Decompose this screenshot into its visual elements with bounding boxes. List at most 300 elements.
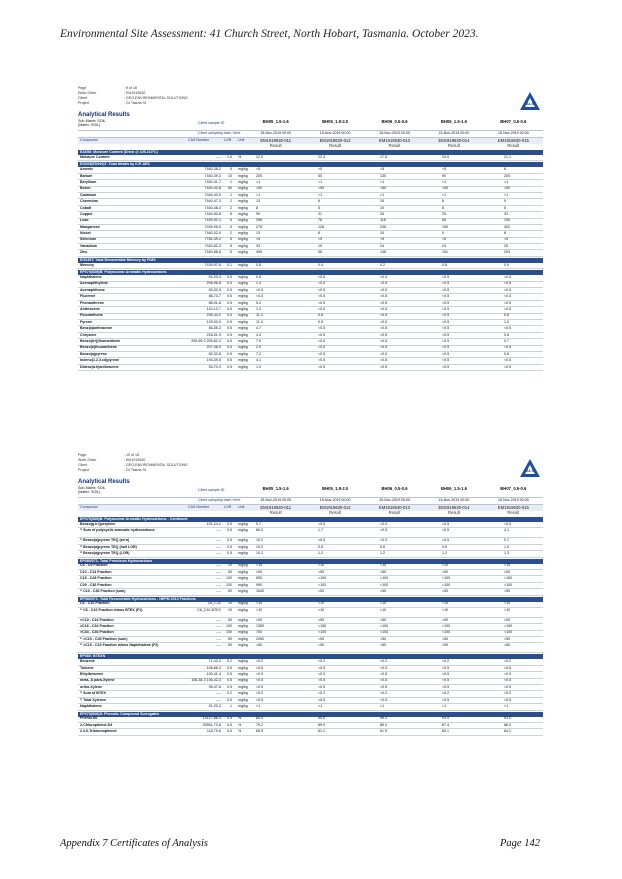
result-value: 33 — [504, 211, 508, 216]
result-value: <0.5 — [380, 364, 388, 369]
result-value: 0.6 — [504, 351, 509, 356]
result-value: <0.5 — [442, 364, 450, 369]
sample-id-row — [78, 120, 543, 130]
result-value: <0.5 — [380, 287, 388, 292]
unit: mg/kg — [238, 173, 248, 178]
result-label-row — [78, 144, 543, 149]
result-value: 159 — [442, 224, 448, 229]
result-value: <0.5 — [504, 307, 512, 311]
cas-number: ---- — [216, 154, 221, 159]
result-value: <0.5 — [380, 338, 388, 343]
result-value: <50 — [318, 588, 325, 593]
result-value: 4.7 — [256, 326, 261, 331]
unit: mg/kg — [238, 617, 248, 622]
result-value: <0.2 — [442, 659, 450, 664]
result-value: 69.3 — [256, 528, 263, 533]
unit: mg/kg — [238, 691, 248, 696]
result-value: <1 — [442, 704, 447, 708]
result-value: 8 — [442, 199, 444, 204]
unit: mg/kg — [238, 544, 248, 549]
section-header: EP075(SIM)S: Phenolic Compound Surrogates — [78, 712, 543, 717]
cas-header: CAS Number — [188, 138, 210, 142]
result-value: <1 — [380, 192, 385, 197]
result-value: 15 — [380, 231, 384, 236]
table-row — [78, 551, 543, 557]
compound-name: C10 - C14 Fraction — [80, 569, 112, 574]
lor-value: 50 — [228, 617, 232, 622]
result-value: <10 — [504, 563, 511, 568]
unit: mg/kg — [238, 313, 248, 318]
result-value: <0.5 — [504, 294, 512, 299]
result-value: <0.5 — [318, 364, 326, 369]
result-value: <0.5 — [318, 345, 326, 350]
cas-number: 7440-48-4 — [204, 205, 221, 210]
result-value: <0.5 — [504, 358, 512, 363]
result-value: <100 — [504, 630, 513, 635]
result-value: 1.2 — [442, 550, 447, 555]
unit: mg/kg — [238, 665, 248, 670]
cas-number: ---- — [216, 538, 221, 543]
unit: mg/kg — [238, 563, 248, 568]
result-value: <0.5 — [442, 521, 450, 526]
result-value: 33 — [256, 243, 260, 248]
result-value: <0.5 — [380, 313, 388, 318]
section-header: EP075(SIM)B: Polynuclear Aromatic Hydrocarbons - Continued — [78, 517, 543, 522]
result-value: 1.4 — [256, 281, 261, 286]
cas-number: 83-32-9 — [208, 287, 221, 292]
section-header: EP080/071: Total Recoverable Hydrocarbons - NEPM 2013 Fractions — [78, 597, 543, 602]
result-value: 2050 — [256, 636, 264, 641]
result-value: <0.5 — [256, 665, 264, 670]
compound-name: Arsenic — [80, 167, 94, 172]
cas-number: ---- — [216, 582, 221, 587]
sampling-date: 15-Nov-2019 00:00 — [379, 131, 410, 135]
result-value: <5 — [442, 167, 447, 172]
result-value: <5 — [256, 237, 261, 242]
result-value: 4.1 — [504, 528, 509, 533]
result-value: 990 — [256, 582, 262, 587]
result-value: <0.5 — [442, 319, 450, 324]
result-value: 21.1 — [504, 154, 511, 159]
result-value: <0.5 — [256, 672, 264, 677]
result-value: <0.5 — [504, 678, 512, 683]
result-value: 0.7 — [504, 338, 509, 343]
section-header: EG005(ED093)T: Total Metals by ICP-AES — [78, 162, 543, 167]
unit: mg/kg — [238, 588, 248, 593]
report-meta — [78, 87, 543, 111]
lor-value: 10 — [228, 607, 232, 612]
unit: mg/kg — [238, 672, 248, 677]
result-value: 24 — [380, 243, 384, 248]
compound-name: Selenium — [80, 237, 96, 242]
sampling-date: 15-Nov-2019 00:00 — [438, 498, 470, 502]
matrix-label — [78, 120, 198, 127]
result-value: 7.9 — [256, 338, 261, 343]
result-value: 22.0 — [256, 154, 263, 159]
result-value: <100 — [380, 624, 389, 629]
sampling-date: 15-Nov-2019 00:00 — [319, 498, 351, 502]
lor-value: 0.5 — [227, 275, 232, 280]
result-label: Result — [269, 510, 282, 515]
matrix: (Matrix: SOIL) — [78, 122, 101, 127]
matrix: (Matrix: SOIL) — [78, 489, 101, 494]
compound-name: Beryllium — [80, 179, 97, 184]
result-labels — [246, 144, 543, 148]
cas-number: 218-01-9 — [206, 332, 221, 337]
meta-value: : EM1919630 — [124, 458, 146, 462]
sub-matrix: Sub-Matrix: SOIL — [78, 119, 106, 123]
result-value: 25 — [380, 211, 384, 216]
lab-id: EM1919630-013 — [379, 138, 410, 143]
cas-number: 86-73-7 — [208, 294, 221, 299]
lor-value: 100 — [226, 624, 232, 629]
result-value: 89.0 — [380, 722, 387, 727]
result-value: 7.2 — [256, 351, 261, 356]
lor-value: 0.5 — [227, 281, 232, 286]
result-value: <1 — [380, 704, 385, 708]
result-value: 96.3 — [380, 716, 387, 721]
compound-name: Manganese — [80, 224, 100, 229]
result-value: <1 — [256, 192, 261, 197]
sample-ids — [246, 487, 543, 491]
lor-value: 5 — [230, 224, 232, 229]
result-value: <0.5 — [380, 275, 388, 280]
result-value: <0.5 — [380, 307, 388, 311]
cas-number: 129-00-0 — [206, 319, 221, 324]
result-value: <0.5 — [504, 672, 512, 677]
lor-value: 0.5 — [227, 538, 232, 543]
result-label: Result — [388, 510, 401, 515]
result-value: <0.5 — [380, 521, 388, 526]
section-header: EG035T: Total Recoverable Mercury by FIMS — [78, 258, 543, 263]
result-value: <0.5 — [318, 332, 326, 337]
unit: mg/kg — [238, 345, 248, 350]
result-label: Result — [507, 143, 520, 148]
result-value: 128 — [318, 224, 324, 229]
lab-id: EM1919630-014 — [438, 138, 470, 143]
unit: mg/kg — [238, 224, 248, 229]
result-value: <0.5 — [442, 672, 450, 677]
result-value: 19 — [318, 243, 322, 248]
result-value: 200 — [504, 173, 510, 178]
result-value: 61.9 — [380, 729, 387, 734]
result-value: <10 — [380, 607, 387, 612]
lor-value: 50 — [228, 588, 232, 593]
result-value: 93.0 — [504, 716, 511, 721]
compound-name: Acenaphthene — [80, 287, 105, 292]
lor-header: LOR — [224, 138, 232, 142]
result-value: <0.2 — [504, 659, 512, 664]
result-value: <0.5 — [442, 697, 450, 702]
result-value: 79.2 — [256, 722, 263, 727]
unit: mg/kg — [238, 636, 248, 641]
result-value: <50 — [504, 636, 511, 641]
result-value: 650 — [256, 576, 262, 581]
sample-id: BH06_1.5-1.6 — [440, 119, 467, 124]
logo-text: ALS — [526, 468, 534, 473]
result-value: <1 — [504, 179, 509, 184]
result-value: 0.6 — [380, 544, 385, 549]
unit: mg/kg — [238, 697, 248, 702]
result-label: Result — [447, 510, 460, 515]
result-value: <50 — [318, 569, 325, 574]
result-value: <100 — [504, 582, 513, 587]
unit: % — [238, 722, 242, 727]
compound-name: Vanadium — [80, 243, 97, 248]
result-value: 10.2 — [256, 544, 263, 549]
table-row — [78, 729, 543, 735]
result-value: 95.5 — [318, 716, 325, 721]
cas-number: 71-43-2 — [208, 659, 221, 664]
compound-name: Phenanthrene — [80, 300, 104, 305]
result-value: 275 — [256, 224, 262, 229]
result-value: 148 — [380, 250, 386, 255]
lor-value: 0.5 — [227, 313, 232, 318]
result-value: <50 — [504, 569, 511, 574]
lor-value: 0.5 — [227, 665, 232, 670]
result-value: <0.5 — [504, 281, 512, 286]
result-value: 6 — [318, 199, 320, 204]
result-label: Result — [447, 143, 460, 148]
result-label: Result — [507, 510, 520, 515]
result-value: 10.2 — [256, 550, 263, 555]
unit: mg/kg — [238, 218, 248, 223]
cas-number: 207-08-9 — [206, 345, 221, 350]
result-value: <1 — [318, 192, 323, 197]
result-value: 1640 — [256, 588, 264, 593]
sample-id-row — [78, 487, 543, 497]
result-value: 76 — [318, 218, 322, 223]
unit: mg/kg — [238, 211, 248, 216]
result-value: 89.9 — [318, 722, 325, 727]
result-value: 1.0 — [256, 364, 261, 369]
lor-value: 0.5 — [227, 358, 232, 363]
lor-value: 10 — [228, 173, 232, 178]
result-value: <50 — [504, 186, 511, 191]
sample-id: BH05_1.8-2.0 — [322, 486, 349, 491]
result-value: <0.5 — [442, 313, 450, 318]
result-value: 10 — [380, 205, 384, 210]
result-value: 499 — [256, 250, 262, 255]
result-value: <50 — [318, 617, 325, 622]
meta-key: Client — [78, 463, 88, 467]
lor-value: 0.5 — [227, 287, 232, 292]
result-value: <5 — [380, 167, 385, 172]
result-value: 24.5 — [442, 154, 449, 159]
lor-value: 5 — [230, 218, 232, 223]
compound-name: Copper — [80, 211, 93, 216]
compound-name: Benzo(g.h.i)perylene — [80, 521, 116, 526]
unit: mg/kg — [238, 607, 248, 612]
result-value: <0.5 — [256, 287, 264, 292]
compound-name: Acenaphthylene — [80, 281, 108, 286]
compound-name: ^ Benzo(a)pyrene TEQ (zero) — [80, 538, 130, 543]
result-value: <10 — [318, 563, 325, 568]
result-value: 1.3 — [256, 307, 261, 311]
result-value: <1 — [318, 179, 323, 184]
result-value: <0.5 — [442, 338, 450, 343]
result-value: <5 — [442, 237, 447, 242]
result-value: <5 — [318, 237, 323, 242]
unit: mg/kg — [238, 167, 248, 172]
unit-header: Unit — [238, 505, 245, 509]
matrix-label — [78, 487, 198, 494]
meta-value: : 24 Tasma St — [124, 468, 146, 472]
sample-ids — [246, 120, 543, 124]
meta-key: Work Order — [78, 458, 97, 462]
result-value: <0.5 — [504, 275, 512, 280]
result-value: <5 — [504, 237, 509, 242]
meta-value: : GEO-ENVIRONMENTAL SOLUTIONS — [124, 96, 188, 100]
sampling-dates — [246, 498, 543, 503]
result-value: <0.5 — [442, 281, 450, 286]
result-value: <0.5 — [318, 521, 326, 526]
result-value: <0.5 — [442, 678, 450, 683]
result-value: <50 — [380, 643, 387, 648]
result-value: <10 — [442, 563, 449, 568]
result-value: <0.5 — [318, 307, 326, 311]
certificate-page-10 — [78, 454, 543, 736]
result-value: <0.5 — [318, 294, 326, 299]
result-value: <10 — [256, 607, 263, 612]
compound-header: Compound — [80, 138, 98, 142]
result-value: <0.5 — [380, 351, 388, 356]
cas-number: 7440-42-8 — [204, 186, 221, 191]
lor-value: 0.5 — [227, 697, 232, 702]
compound-name: C29 - C36 Fraction — [80, 582, 112, 587]
result-value: <50 — [318, 636, 325, 641]
sampling-dates — [246, 131, 543, 136]
sample-id: BH05_1.5-1.6 — [262, 486, 289, 491]
compound-name: Pyrene — [80, 319, 92, 324]
result-value: <50 — [442, 588, 449, 593]
compound-name: Benzo(k)fluoranthene — [80, 345, 117, 350]
result-value: <0.5 — [318, 538, 326, 543]
lab-id: EM1919630-012 — [319, 505, 351, 510]
lor-value: 0.5 — [227, 300, 232, 305]
cas-number: 7440-41-7 — [204, 179, 221, 184]
table-row — [78, 704, 543, 710]
lor-value: 0.5 — [227, 307, 232, 311]
lor-value: 0.2 — [227, 691, 232, 696]
compound-name: C6 - C9 Fraction — [80, 563, 108, 568]
result-value: 0.6 — [442, 544, 447, 549]
lor-value: 0.5 — [227, 672, 232, 677]
result-value: <0.5 — [380, 538, 388, 543]
result-label: Result — [329, 510, 342, 515]
meta-value: : EM1919630 — [124, 91, 146, 95]
unit: mg/kg — [238, 576, 248, 581]
unit: mg/kg — [238, 569, 248, 574]
compound-name: Zinc — [80, 250, 88, 255]
cas-number: ---- — [216, 588, 221, 593]
cas-number: 53-70-3 — [208, 364, 221, 369]
result-value: <0.5 — [504, 364, 512, 369]
result-value: <0.5 — [318, 275, 326, 280]
cas-number: ---- — [216, 544, 221, 549]
result-value: <0.5 — [442, 665, 450, 670]
result-value: <10 — [380, 563, 387, 568]
cas-number: 7440-66-6 — [204, 250, 221, 255]
result-value: <0.5 — [442, 300, 450, 305]
result-value: <0.5 — [504, 326, 512, 331]
client-sample-id-label: Client sample ID — [198, 121, 225, 125]
lab-id: EM1919630-013 — [379, 505, 410, 510]
cas-number: ---- — [216, 617, 221, 622]
cas-number: 108-88-3 — [206, 665, 221, 670]
cas-number: 95-47-6 — [208, 684, 221, 689]
meta-row — [78, 469, 543, 474]
compound-name: Nickel — [80, 231, 91, 236]
cas-number: ---- — [216, 569, 221, 574]
compound-name: Naphthalene — [80, 704, 102, 708]
cas-number: 50-32-8 — [208, 351, 221, 356]
result-value: 84.0 — [256, 716, 263, 721]
lor-value: 0.5 — [227, 351, 232, 356]
result-value: 0.8 — [318, 313, 323, 318]
compound-header: Compound — [80, 505, 98, 509]
unit: mg/kg — [238, 179, 248, 184]
compound-name: Barium — [80, 173, 93, 178]
result-value: 90 — [256, 211, 260, 216]
result-value: <0.5 — [380, 672, 388, 677]
cas-number: 91-20-3 — [208, 704, 221, 708]
result-value: 0.9 — [318, 319, 323, 324]
lor-value: 100 — [226, 630, 232, 635]
result-value: <50 — [256, 569, 263, 574]
unit: % — [238, 716, 242, 721]
compound-name: ^ C6 - C10 Fraction minus BTEX (F1) — [80, 607, 143, 612]
result-value: <0.5 — [380, 358, 388, 363]
result-value: 13 — [256, 199, 260, 204]
column-header-row — [78, 504, 543, 511]
compound-name: >C34 - C40 Fraction — [80, 630, 114, 635]
result-value: 5.7 — [256, 521, 261, 526]
meta-row — [78, 102, 543, 107]
meta-value: : 9 of 18 — [124, 86, 137, 90]
result-value: <0.2 — [256, 691, 264, 696]
result-value: <0.5 — [380, 697, 388, 702]
lor-value: 1 — [230, 704, 232, 708]
result-value: 10.2 — [256, 538, 263, 543]
lor-value: 100 — [226, 576, 232, 581]
result-value: <0.2 — [318, 659, 326, 664]
cas-number: 118-79-6 — [206, 729, 221, 734]
meta-key: Work Order — [78, 91, 97, 95]
meta-key: Project — [78, 101, 90, 105]
result-value: <50 — [380, 186, 387, 191]
unit: mg/kg — [238, 332, 248, 337]
compound-name: Fluorene — [80, 294, 96, 299]
als-logo-icon — [519, 458, 541, 478]
sampling-label: Client sampling date / time — [198, 498, 241, 502]
lor-value: 5 — [230, 243, 232, 248]
lor-value: 50 — [228, 643, 232, 648]
compound-name: ^ >C10 - C16 Fraction minus Naphthalene (F2) — [80, 643, 159, 648]
result-value: 1.2 — [318, 550, 323, 555]
result-value: <0.5 — [442, 538, 450, 543]
unit: mg/kg — [238, 643, 248, 648]
result-value: <0.5 — [504, 697, 512, 702]
result-value: <0.5 — [318, 287, 326, 292]
lor-value: 50 — [228, 186, 232, 191]
result-value: 0.6 — [504, 332, 509, 337]
result-value: 8 — [318, 231, 320, 236]
result-value: <50 — [256, 643, 263, 648]
cas-number: 7782-49-2 — [204, 237, 221, 242]
lor-value: 0.5 — [227, 528, 232, 533]
unit: mg/kg — [238, 624, 248, 629]
